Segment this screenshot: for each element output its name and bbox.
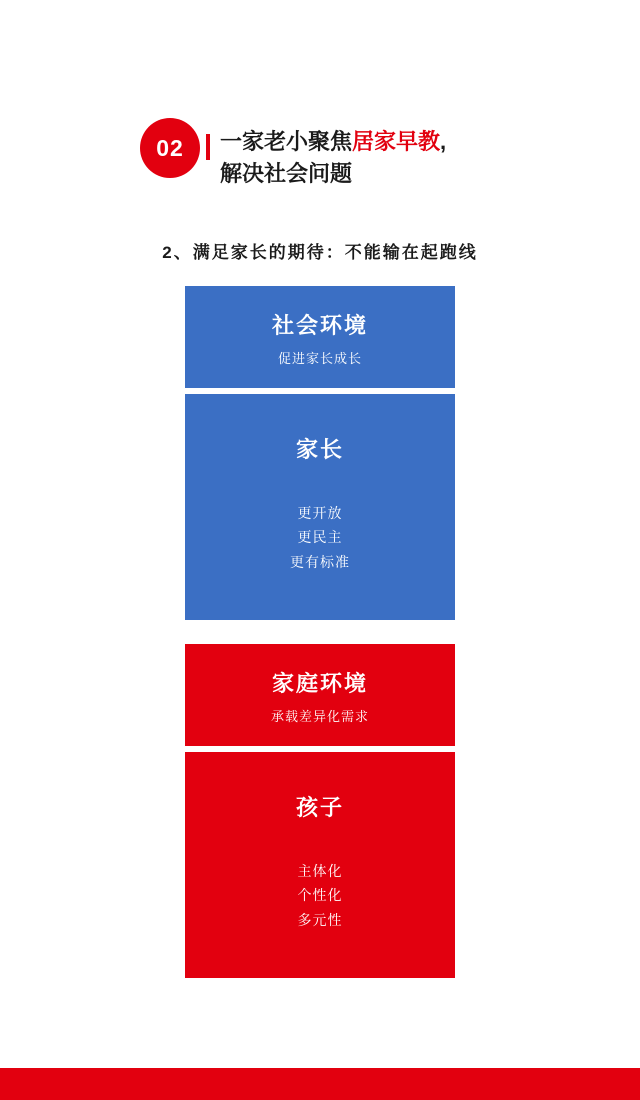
list-item: 多元性 (297, 911, 343, 928)
list-item: 个性化 (297, 887, 343, 904)
list-item: 更开放 (297, 504, 343, 521)
list-item: 更民主 (297, 529, 343, 546)
header-title-line1-prefix: 一家老小聚焦 (220, 129, 353, 154)
block-subtitle: 促进家长成长 (277, 350, 362, 366)
header-title-line2: 解决社会问题 (220, 160, 353, 186)
header-title-line1-suffix: , (440, 129, 447, 154)
block-social-environment (185, 286, 455, 388)
block-family-environment (185, 644, 455, 746)
block-title: 家长 (295, 437, 344, 462)
block-subtitle: 承载差异化需求 (270, 708, 369, 724)
block-parent (185, 394, 455, 620)
section-number-badge: 02 (140, 118, 200, 178)
subtitle-text: 2、满足家长的期待：不能输在起跑线 (162, 243, 478, 262)
block-title: 孩子 (295, 795, 344, 820)
section-header (140, 118, 446, 190)
footer-bar (0, 1068, 640, 1100)
block-child (185, 752, 455, 978)
block-group-separator (185, 620, 455, 644)
list-item: 更有标准 (290, 553, 350, 570)
block-title: 社会环境 (271, 313, 368, 338)
header-divider-bar (206, 134, 210, 160)
block-item-list (195, 859, 445, 933)
diagram-stack (185, 286, 455, 978)
block-item-list (195, 501, 445, 575)
header-title-line1 (220, 126, 446, 158)
block-title: 家庭环境 (271, 671, 368, 696)
list-item: 主体化 (297, 862, 343, 879)
header-title-line1-highlight: 居家早教 (352, 129, 441, 154)
header-title (220, 126, 446, 190)
